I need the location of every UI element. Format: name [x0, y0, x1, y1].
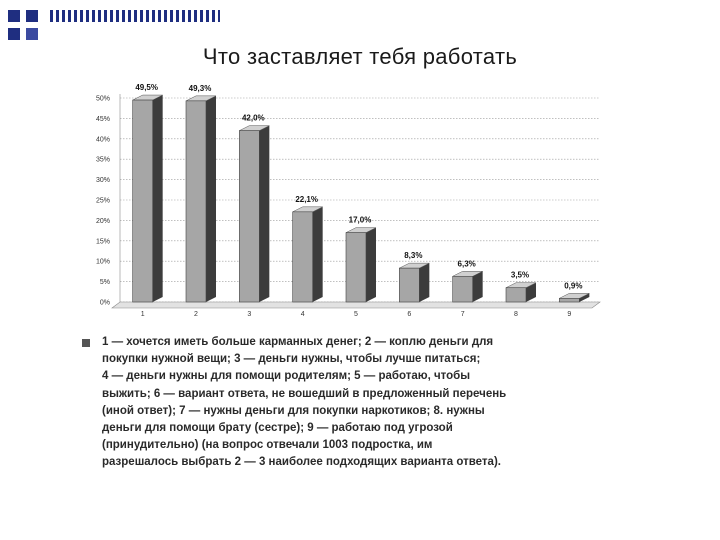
footnote-line: 4 — деньги нужны для помощи родителям; 5 — работаю, чтобы: [102, 370, 471, 383]
x-axis-ticks: [141, 311, 572, 318]
x-tick-label: 6: [407, 311, 412, 318]
x-tick-label: 4: [300, 311, 305, 318]
footnote-line: (принудительно) (на вопрос отвечали 1003 подростка, им: [102, 439, 433, 452]
data-label: 49,3%: [188, 83, 212, 93]
y-tick-label: 15%: [95, 238, 110, 246]
y-tick-label: 40%: [95, 136, 110, 144]
chart-floor: [112, 302, 600, 308]
square-bullet-icon: [82, 339, 90, 347]
x-tick-label: 3: [247, 311, 252, 318]
bar-side: [259, 126, 269, 302]
y-tick-label: 30%: [95, 177, 110, 185]
y-tick-label: 0%: [99, 299, 110, 307]
bar: [453, 276, 473, 302]
footnote-line: 1 — хочется иметь больше карманных денег; 2 — коплю деньги для: [102, 336, 494, 348]
footnote: [82, 334, 662, 472]
x-tick-label: 2: [194, 311, 198, 318]
bar: [506, 288, 526, 302]
y-tick-label: 50%: [95, 95, 110, 103]
x-tick-label: 8: [514, 311, 518, 318]
bar: [239, 131, 259, 302]
footnote-line: (иной ответ); 7 — нужны деньги для покупки наркотиков; 8. нужны: [102, 404, 485, 417]
corner-stripe: [50, 10, 220, 22]
data-label: 22,1%: [295, 194, 319, 204]
footnote-text: [102, 334, 506, 472]
bar-side: [206, 96, 216, 302]
bar-side: [419, 263, 429, 302]
bar: [186, 101, 206, 302]
y-tick-label: 35%: [95, 156, 110, 164]
corner-square: [8, 28, 20, 40]
bar: [399, 268, 419, 302]
footnote-line: деньги для помощи брату (сестре); 9 — работаю под угрозой: [102, 422, 453, 435]
x-tick-label: 5: [354, 311, 358, 318]
bar: [559, 298, 579, 302]
bar: [133, 100, 153, 302]
bar: [346, 233, 366, 302]
x-tick-label: 9: [567, 311, 572, 318]
corner-square: [26, 28, 38, 40]
y-tick-label: 10%: [95, 258, 110, 266]
corner-decoration: [0, 0, 160, 50]
footnote-line: выжить; 6 — вариант ответа, не вошедший в предложенный перечень: [102, 387, 507, 400]
data-label: 6,3%: [457, 259, 476, 269]
footnote-line: покупки нужной вещи; 3 — деньги нужны, чтобы лучше питаться;: [102, 353, 481, 366]
bar-side: [153, 95, 163, 302]
y-tick-label: 25%: [95, 197, 110, 205]
y-axis-ticks: [96, 96, 110, 307]
data-label: 0,9%: [564, 281, 583, 291]
data-label: 42,0%: [241, 113, 265, 123]
y-tick-label: 45%: [95, 115, 110, 123]
x-tick-label: 7: [460, 311, 465, 318]
data-label: 8,3%: [404, 251, 423, 261]
footnote-line: разрешалось выбрать 2 — 3 наиболее подходящих варианта ответа).: [102, 456, 501, 469]
bar-side: [313, 207, 323, 302]
slide-title: Что заставляет тебя работать: [202, 44, 518, 69]
y-tick-label: 5%: [99, 279, 110, 287]
bar-chart: [80, 70, 620, 320]
y-tick-label: 20%: [95, 217, 110, 225]
bar-side: [366, 228, 376, 302]
data-label: 49,5%: [135, 83, 159, 93]
x-tick-label: 1: [140, 311, 145, 318]
data-label: 3,5%: [510, 270, 530, 280]
bar-side: [473, 271, 483, 302]
corner-square: [26, 10, 38, 22]
bar: [293, 212, 313, 302]
corner-square: [8, 10, 20, 22]
data-label: 17,0%: [348, 215, 372, 225]
